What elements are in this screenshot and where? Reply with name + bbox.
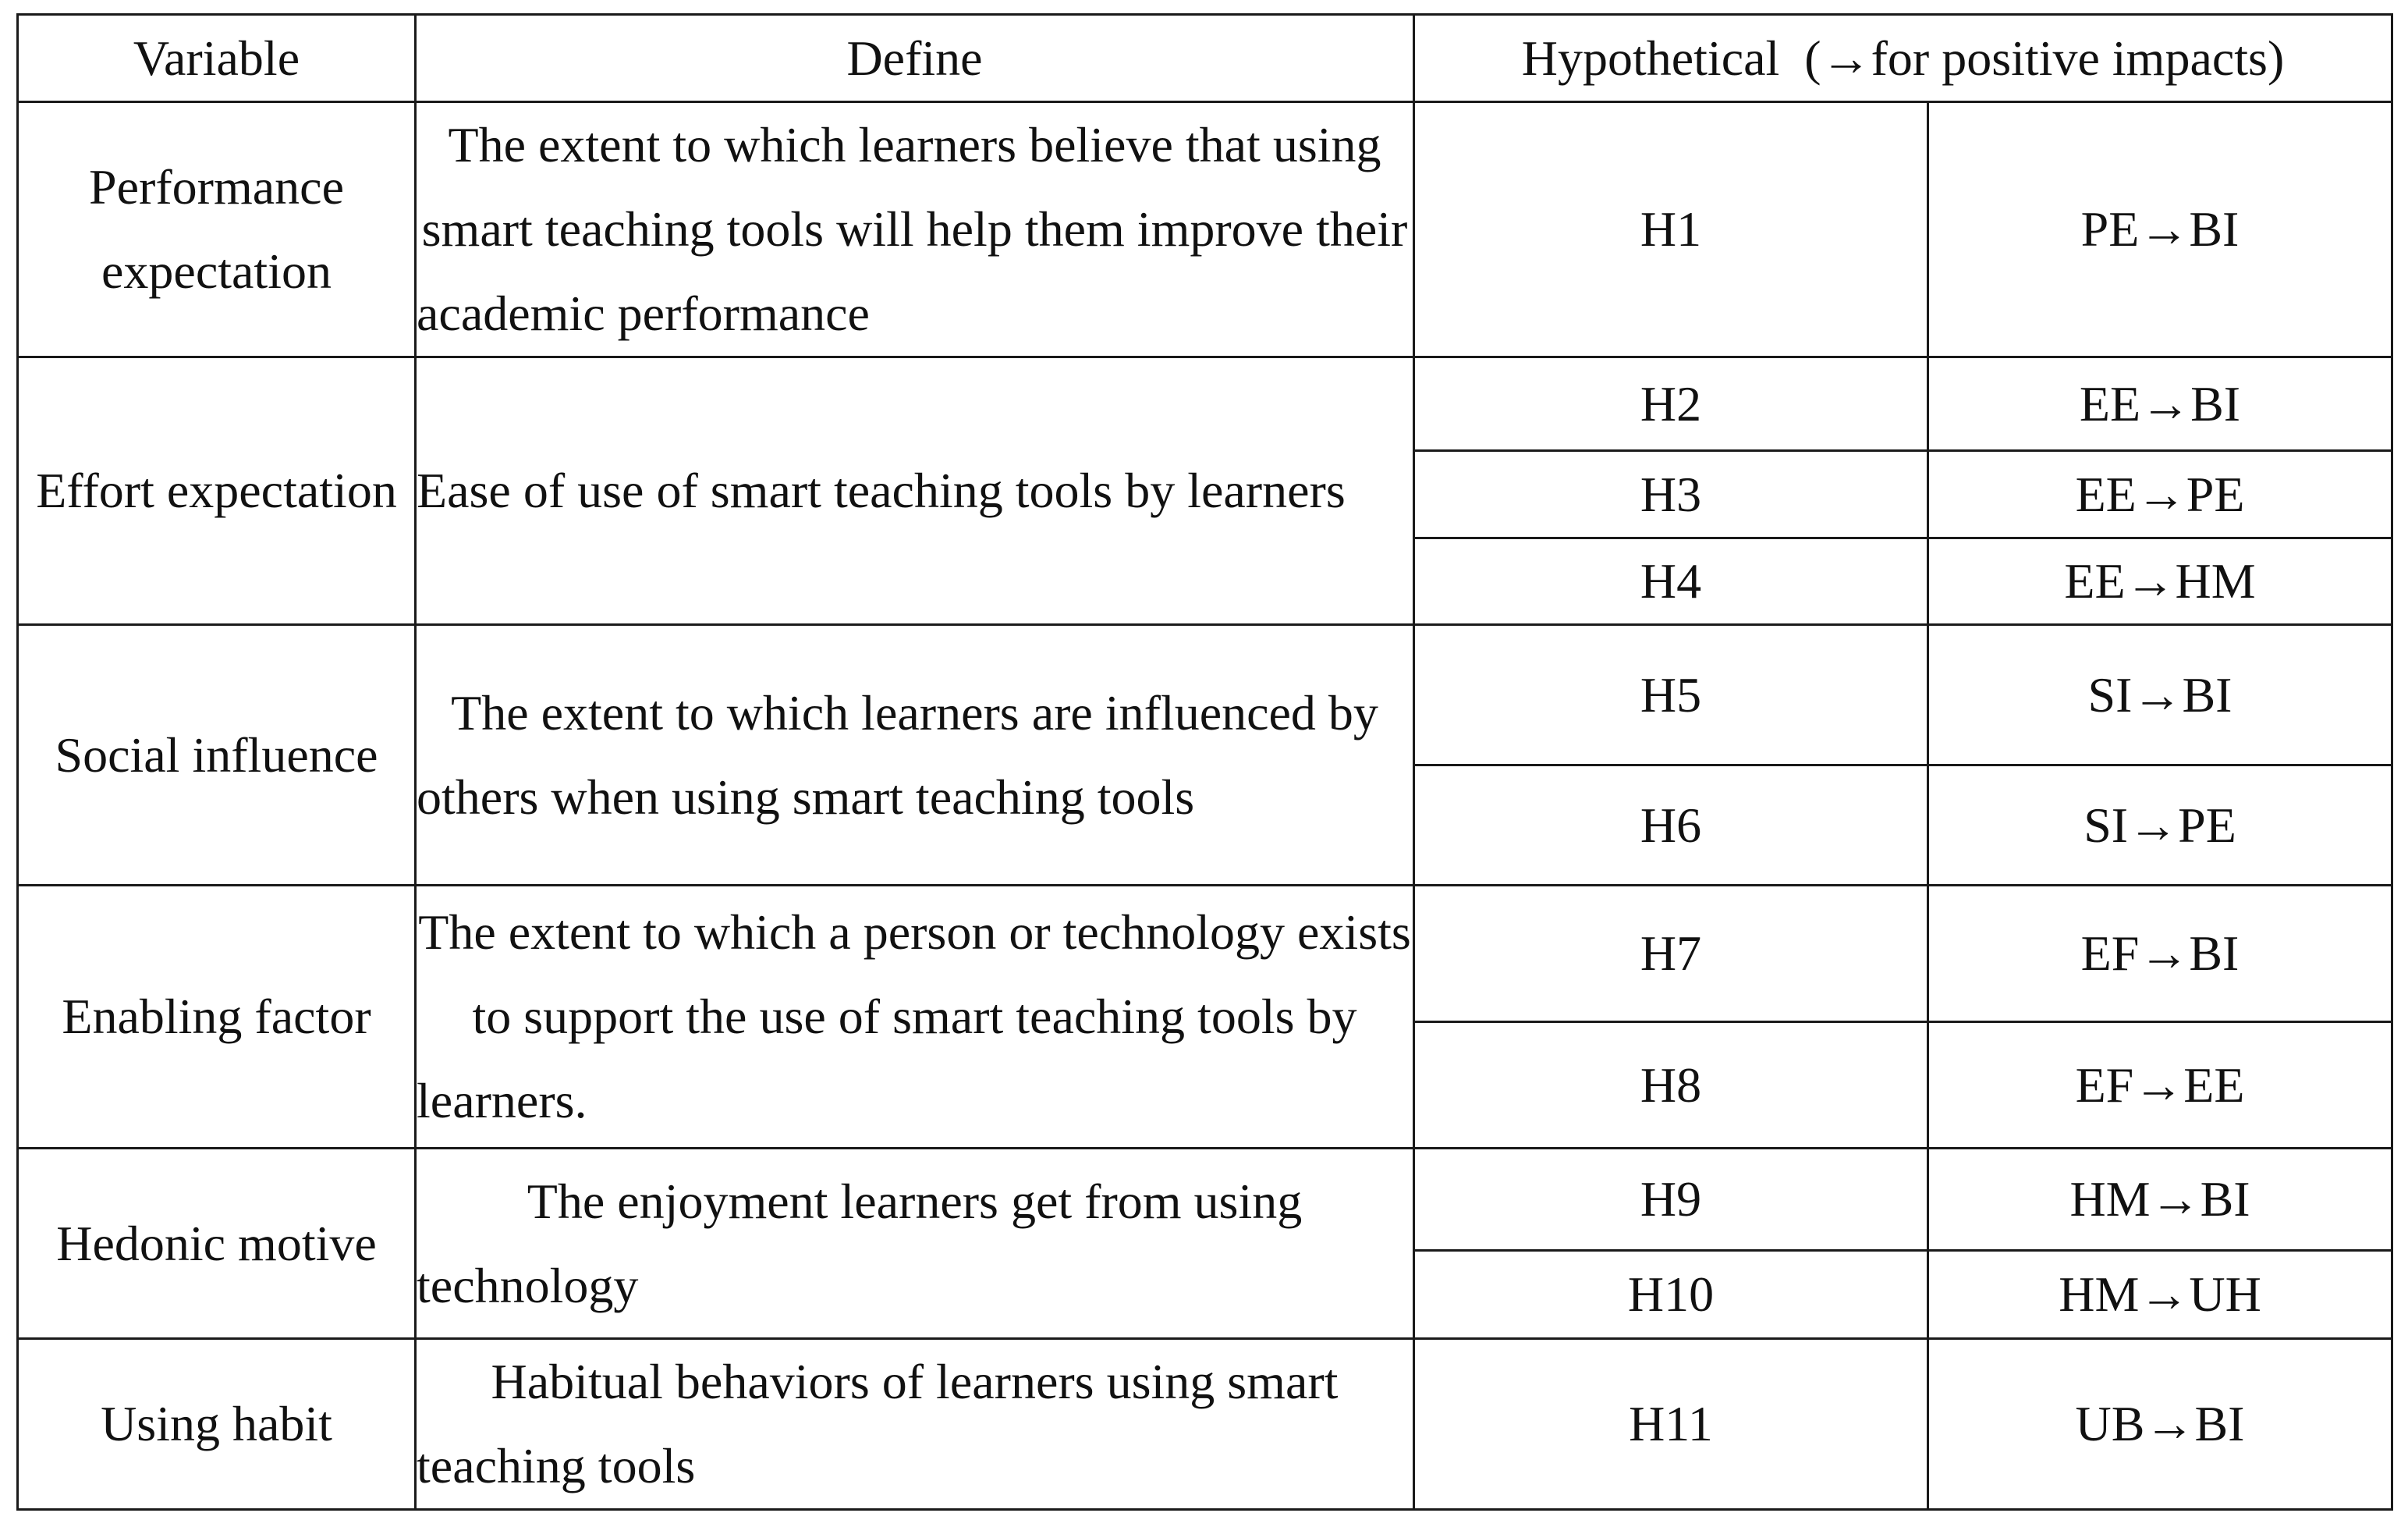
hypothesis-id: H10 (1414, 1251, 1928, 1339)
hypothesis-path: EE→PE (1928, 451, 2392, 538)
hypothesis-table (16, 13, 2393, 1511)
define-cell: The enjoyment learners get from using technology (416, 1149, 1414, 1339)
hypothesis-path: SI→BI (1928, 625, 2392, 765)
hypothesis-path: EF→BI (1928, 886, 2392, 1022)
table-row (18, 1149, 2392, 1251)
define-cell: The extent to which learners believe that using smart teaching tools will help them improve their academic performance (416, 102, 1414, 357)
hypothesis-path: EE→BI (1928, 357, 2392, 451)
hypothesis-path: SI→PE (1928, 765, 2392, 886)
hypothesis-id: H8 (1414, 1022, 1928, 1149)
table-row (18, 357, 2392, 451)
hypothesis-id: H9 (1414, 1149, 1928, 1251)
define-cell: Habitual behaviors of learners using smart teaching tools (416, 1339, 1414, 1510)
variable-cell: Performance expectation (18, 102, 416, 357)
table-row (18, 102, 2392, 357)
define-cell: The extent to which learners are influenced by others when using smart teaching tools (416, 625, 1414, 886)
hypothesis-path: EE→HM (1928, 538, 2392, 625)
table-row (18, 886, 2392, 1022)
define-cell: The extent to which a person or technology exists to support the use of smart teaching tools by learners. (416, 886, 1414, 1149)
variable-cell: Hedonic motive (18, 1149, 416, 1339)
variable-cell: Enabling factor (18, 886, 416, 1149)
hypothesis-path: HM→BI (1928, 1149, 2392, 1251)
hypothesis-id: H7 (1414, 886, 1928, 1022)
header-row (18, 15, 2392, 102)
hypothesis-id: H6 (1414, 765, 1928, 886)
hypothesis-path: PE→BI (1928, 102, 2392, 357)
hypothesis-path: UB→BI (1928, 1339, 2392, 1510)
hypothesis-id: H4 (1414, 538, 1928, 625)
header-define: Define (416, 15, 1414, 102)
table-row (18, 625, 2392, 765)
hypothesis-id: H3 (1414, 451, 1928, 538)
hypothesis-id: H2 (1414, 357, 1928, 451)
header-variable: Variable (18, 15, 416, 102)
table-row (18, 1339, 2392, 1510)
define-cell: Ease of use of smart teaching tools by learners (416, 357, 1414, 625)
hypothesis-path: EF→EE (1928, 1022, 2392, 1149)
hypothesis-path: HM→UH (1928, 1251, 2392, 1339)
variable-cell: Using habit (18, 1339, 416, 1510)
hypothesis-id: H5 (1414, 625, 1928, 765)
variable-cell: Social influence (18, 625, 416, 886)
hypothesis-id: H11 (1414, 1339, 1928, 1510)
header-hypothetical: Hypothetical (→for positive impacts) (1414, 15, 2392, 102)
variable-cell: Effort expectation (18, 357, 416, 625)
hypothesis-id: H1 (1414, 102, 1928, 357)
